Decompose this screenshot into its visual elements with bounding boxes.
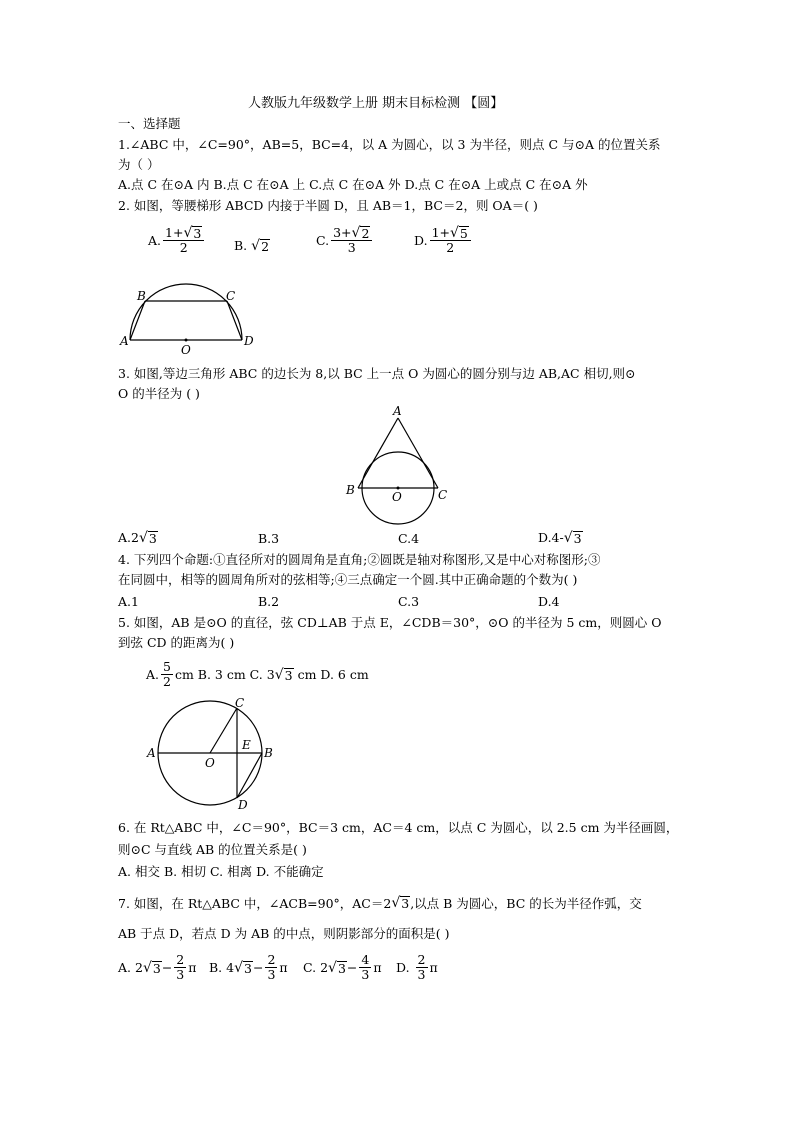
q2-option-a-fraction: 1+ √ 3 2 xyxy=(163,226,204,255)
q2-option-d xyxy=(414,226,473,255)
q4-stem-line2: 在同圆中，相等的圆周角所对的弦相等;④三点确定一个圆.其中正确命题的个数为( ) xyxy=(118,572,578,587)
q7-option-b: B. 4 √ 3 − $\frac{2}{3}$ π xyxy=(209,952,288,982)
q3-option-c: C.4 xyxy=(398,531,420,546)
q1-stem-line2: 为（ ） xyxy=(118,157,160,172)
q6-options: A. 相交 B. 相切 C. 相离 D. 不能确定 xyxy=(118,864,324,879)
q6-stem-line2: 则⊙C 与直线 AB 的位置关系是( ) xyxy=(118,842,307,857)
q2-option-c xyxy=(316,226,374,255)
q4-option-b: B.2 xyxy=(258,594,280,609)
q2-option-a xyxy=(148,226,206,255)
page-title: 人教版九年级数学上册 期末目标检测 【圆】 xyxy=(248,96,504,111)
q3-option-a: A.2 √ 3 xyxy=(118,529,157,546)
q5-options-text-2: cm D. 6 cm xyxy=(297,667,369,682)
q7-option-d-pi: π xyxy=(429,960,438,975)
q4-option-a: A.1 xyxy=(118,594,139,609)
q2-stem: 2. 如图，等腰梯形 ABCD 内接于半圆 D，且 AB＝1，BC＝2，则 OA＝( ) xyxy=(118,198,538,213)
q3-option-b: B.3 xyxy=(258,531,280,546)
q5-option-a-fraction: $\frac{5}{2}$ xyxy=(163,659,171,689)
q6-stem-line1: 6. 在 Rt△ABC 中，∠C＝90°，BC＝3 cm，AC＝4 cm，以点 C 为圆心，以 2.5 cm 为半径画圆， xyxy=(118,820,679,835)
q5-stem-line2: 到弦 CD 的距离为( ) xyxy=(118,635,235,650)
q5-options: A. $\frac{5}{2}$ cm B. 3 cm C. 3 √ 3 cm D. 6 cm xyxy=(146,659,369,689)
q7-option-d: D. $\frac{2}{3}$ π xyxy=(396,952,438,982)
q7-stem-part2: ,以点 B 为圆心，BC 的长为半径作弧，交 xyxy=(410,896,642,911)
q7-option-a: A. 2 √ 3 − $\frac{2}{3}$ π xyxy=(118,952,197,982)
q7-option-b-pi: π xyxy=(279,960,288,975)
q7-stem-part1: 7. 如图，在 Rt△ABC 中，∠ACB=90°，AC＝2 xyxy=(118,896,392,911)
q2-option-d-label: D. xyxy=(414,233,428,248)
q5-options-text: cm B. 3 cm C. 3 xyxy=(174,667,275,682)
q7-option-c-pi: π xyxy=(373,960,382,975)
q2-option-a-label: A. xyxy=(148,233,162,248)
q3-triangle-circle-figure xyxy=(340,402,460,532)
q5-circle-figure xyxy=(145,695,280,815)
q7-option-c: C. 2 √ 3 − $\frac{4}{3}$ π xyxy=(303,952,382,982)
q7-option-d-label: D. xyxy=(396,960,410,975)
q3-stem-line2: O 的半径为 ( ) xyxy=(118,386,200,401)
q5-label-c: C xyxy=(235,696,245,710)
q4-option-c: C.3 xyxy=(398,594,420,609)
q7-option-a-label: A. 2 xyxy=(118,960,143,975)
q2-option-b: B. √ 2 xyxy=(234,237,270,254)
q7-option-a-pi: π xyxy=(188,960,197,975)
q2-option-c-fraction: 3+ √ 2 3 xyxy=(331,226,372,255)
q2-option-b-label: B. xyxy=(234,238,248,253)
q7-option-b-label: B. 4 xyxy=(209,960,235,975)
q7-option-c-label: C. 2 xyxy=(303,960,329,975)
q2-label-b: B xyxy=(137,289,146,303)
q5-stem-line1: 5. 如图，AB 是⊙O 的直径，弦 CD⊥AB 于点 E，∠CDB＝30°，⊙O 的半径为 5 cm，则圆心 O xyxy=(118,615,662,630)
q2-label-a: A xyxy=(120,334,129,348)
q3-label-c: C xyxy=(438,488,448,502)
q3-label-b: B xyxy=(346,483,355,497)
q3-label-a: A xyxy=(393,404,402,418)
q3-option-d-label: D.4- xyxy=(538,530,564,545)
q5-option-a-label: A. xyxy=(146,667,160,682)
q3-option-a-label: A.2 xyxy=(118,530,139,545)
section-heading: 一、选择题 xyxy=(118,116,181,131)
q4-stem-line1: 4. 下列四个命题:①直径所对的圆周角是直角;②圆既是轴对称图形,又是中心对称图形;③ xyxy=(118,552,601,567)
q5-label-o: O xyxy=(205,756,215,770)
q3-stem-line1: 3. 如图,等边三角形 ABC 的边长为 8,以 BC 上一点 O 为圆心的圆分别与边 AB,AC 相切,则⊙ xyxy=(118,366,636,381)
q4-option-d: D.4 xyxy=(538,594,560,609)
q3-label-o: O xyxy=(392,490,402,504)
q2-option-c-label: C. xyxy=(316,233,330,248)
q7-stem-line2: AB 于点 D，若点 D 为 AB 的中点，则阴影部分的面积是( ) xyxy=(118,926,450,941)
q1-stem-line1: 1.∠ABC 中，∠C=90°，AB=5，BC=4，以 A 为圆心，以 3 为半径，则点 C 与⊙A 的位置关系 xyxy=(118,137,661,152)
q1-options: A.点 C 在⊙A 内 B.点 C 在⊙A 上 C.点 C 在⊙A 外 D.点 C 在⊙A 上或点 C 在⊙A 外 xyxy=(118,177,588,192)
q7-stem-line1: 7. 如图，在 Rt△ABC 中，∠ACB=90°，AC＝2 √ 3 ,以点 B 为圆心，BC 的长为半径作弧，交 xyxy=(118,895,642,911)
q2-label-c: C xyxy=(226,289,236,303)
q2-option-d-fraction: 1+ √ 5 2 xyxy=(430,226,471,255)
q5-label-a: A xyxy=(147,746,156,760)
q2-semicircle-figure xyxy=(115,283,265,358)
q5-label-d: D xyxy=(238,798,248,812)
q5-label-e: E xyxy=(242,738,251,752)
q2-label-d: D xyxy=(244,334,254,348)
q3-option-d: D.4- √ 3 xyxy=(538,529,582,546)
q2-label-o: O xyxy=(181,343,191,357)
q5-label-b: B xyxy=(264,746,273,760)
